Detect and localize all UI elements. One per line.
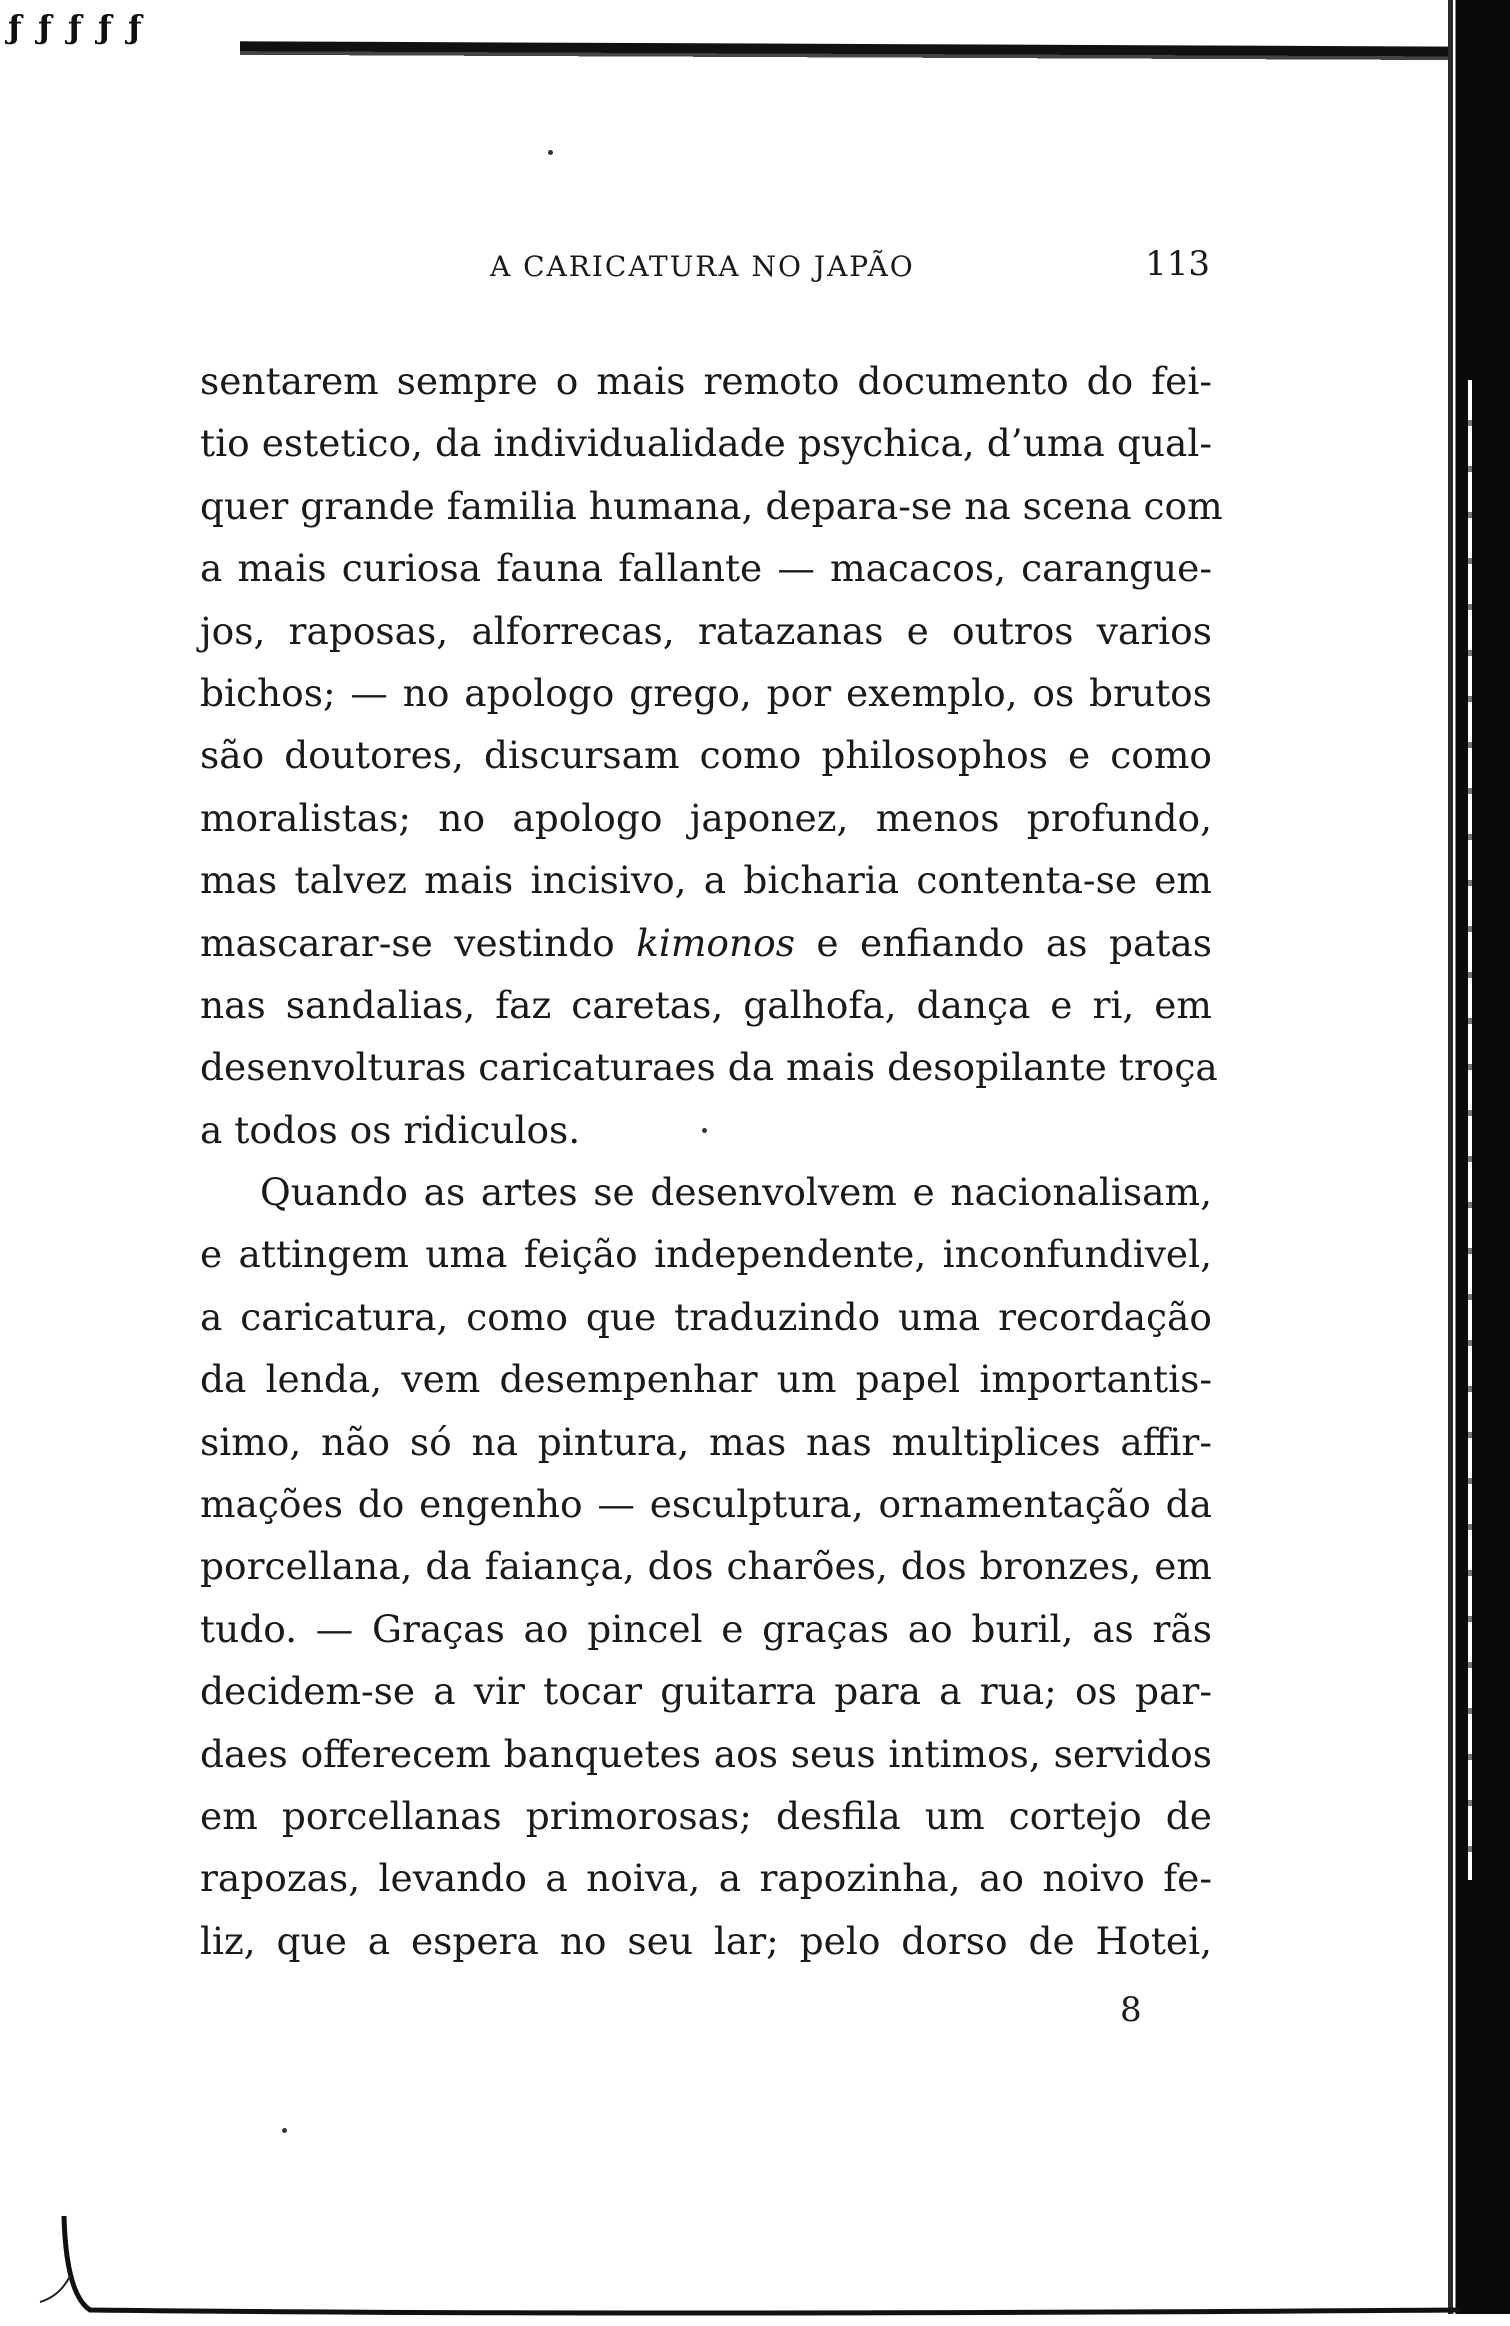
- text-line: a todos os ridiculos.: [200, 1107, 581, 1152]
- text-line-with-italic: [200, 912, 1212, 974]
- running-header: [200, 244, 1210, 290]
- text-line: daes offerecem banquetes aos seus intimos, servidos: [200, 1731, 1212, 1776]
- page-number: 113: [1145, 244, 1210, 284]
- text-line: decidem-se a vir tocar guitarra para a rua; os par-: [200, 1669, 1212, 1714]
- paragraph: [200, 1161, 1212, 1972]
- text-line: mações do engenho — esculptura, ornamentação da: [200, 1482, 1212, 1527]
- scan-speck: [548, 150, 553, 155]
- text-line: sentarem sempre o mais remoto documento do fei-: [200, 359, 1212, 403]
- italic-term: kimonos: [636, 920, 795, 965]
- text-line: simo, não só na pintura, mas nas multiplices affir-: [200, 1419, 1212, 1464]
- text-line: quer grande familia humana, depara-se na scena com: [200, 483, 1223, 528]
- text-line: tio estetico, da individualidade psychica, d’uma qual-: [200, 421, 1212, 466]
- text-line: liz, que a espera no seu lar; pelo dorso de Hotei,: [200, 1918, 1212, 1963]
- scan-bottom-edge: [0, 2206, 1510, 2326]
- text-line: a caricatura, como que traduzindo uma recordação: [200, 1294, 1212, 1339]
- body-text: [200, 350, 1223, 1972]
- text-segment: mascarar-se vestindo: [200, 920, 637, 965]
- text-line: nas sandalias, faz caretas, galhofa, dança e ri, em: [200, 982, 1212, 1027]
- text-line: são doutores, discursam como philosophos e como: [200, 733, 1212, 778]
- scan-binding-edge: [1448, 0, 1510, 2326]
- text-line: desenvolturas caricaturaes da mais desopilante troça: [200, 1045, 1218, 1090]
- scan-binding-highlight: [1468, 380, 1472, 1880]
- text-line: jos, raposas, alforrecas, ratazanas e outros varios: [200, 608, 1212, 653]
- paragraph: [200, 350, 1223, 1161]
- text-line: a mais curiosa fauna fallante — macacos, carangue-: [200, 546, 1212, 591]
- text-line: da lenda, vem desempenhar um papel importantis-: [200, 1357, 1212, 1402]
- running-head-title: A CARICATURA NO JAPÃO: [490, 250, 915, 283]
- text-line: Quando as artes se desenvolvem e nacionalisam,: [260, 1170, 1212, 1215]
- text-line: tudo. — Graças ao pincel e graças ao buril, as rãs: [200, 1606, 1212, 1651]
- scan-top-edge: [240, 41, 1490, 64]
- text-line: rapozas, levando a noiva, a rapozinha, ao noivo fe-: [200, 1856, 1212, 1901]
- text-line: moralistas; no apologo japonez, menos profundo,: [200, 795, 1212, 840]
- text-line: mas talvez mais incisivo, a bicharia contenta-se em: [200, 858, 1212, 903]
- signature-mark: 8: [1120, 1990, 1142, 2030]
- text-line: bichos; — no apologo grego, por exemplo, os brutos: [200, 670, 1212, 715]
- scan-artifact-marks: ƒ ƒ ƒ ƒ ƒ: [8, 8, 142, 46]
- text-line: e attingem uma feição independente, inconfundivel,: [200, 1232, 1212, 1277]
- scan-speck: [282, 2128, 287, 2133]
- text-segment: e enfiando as patas: [794, 920, 1212, 965]
- text-line: em porcellanas primorosas; desfila um cortejo de: [200, 1793, 1212, 1838]
- text-line: porcellana, da faiança, dos charões, dos bronzes, em: [200, 1544, 1212, 1589]
